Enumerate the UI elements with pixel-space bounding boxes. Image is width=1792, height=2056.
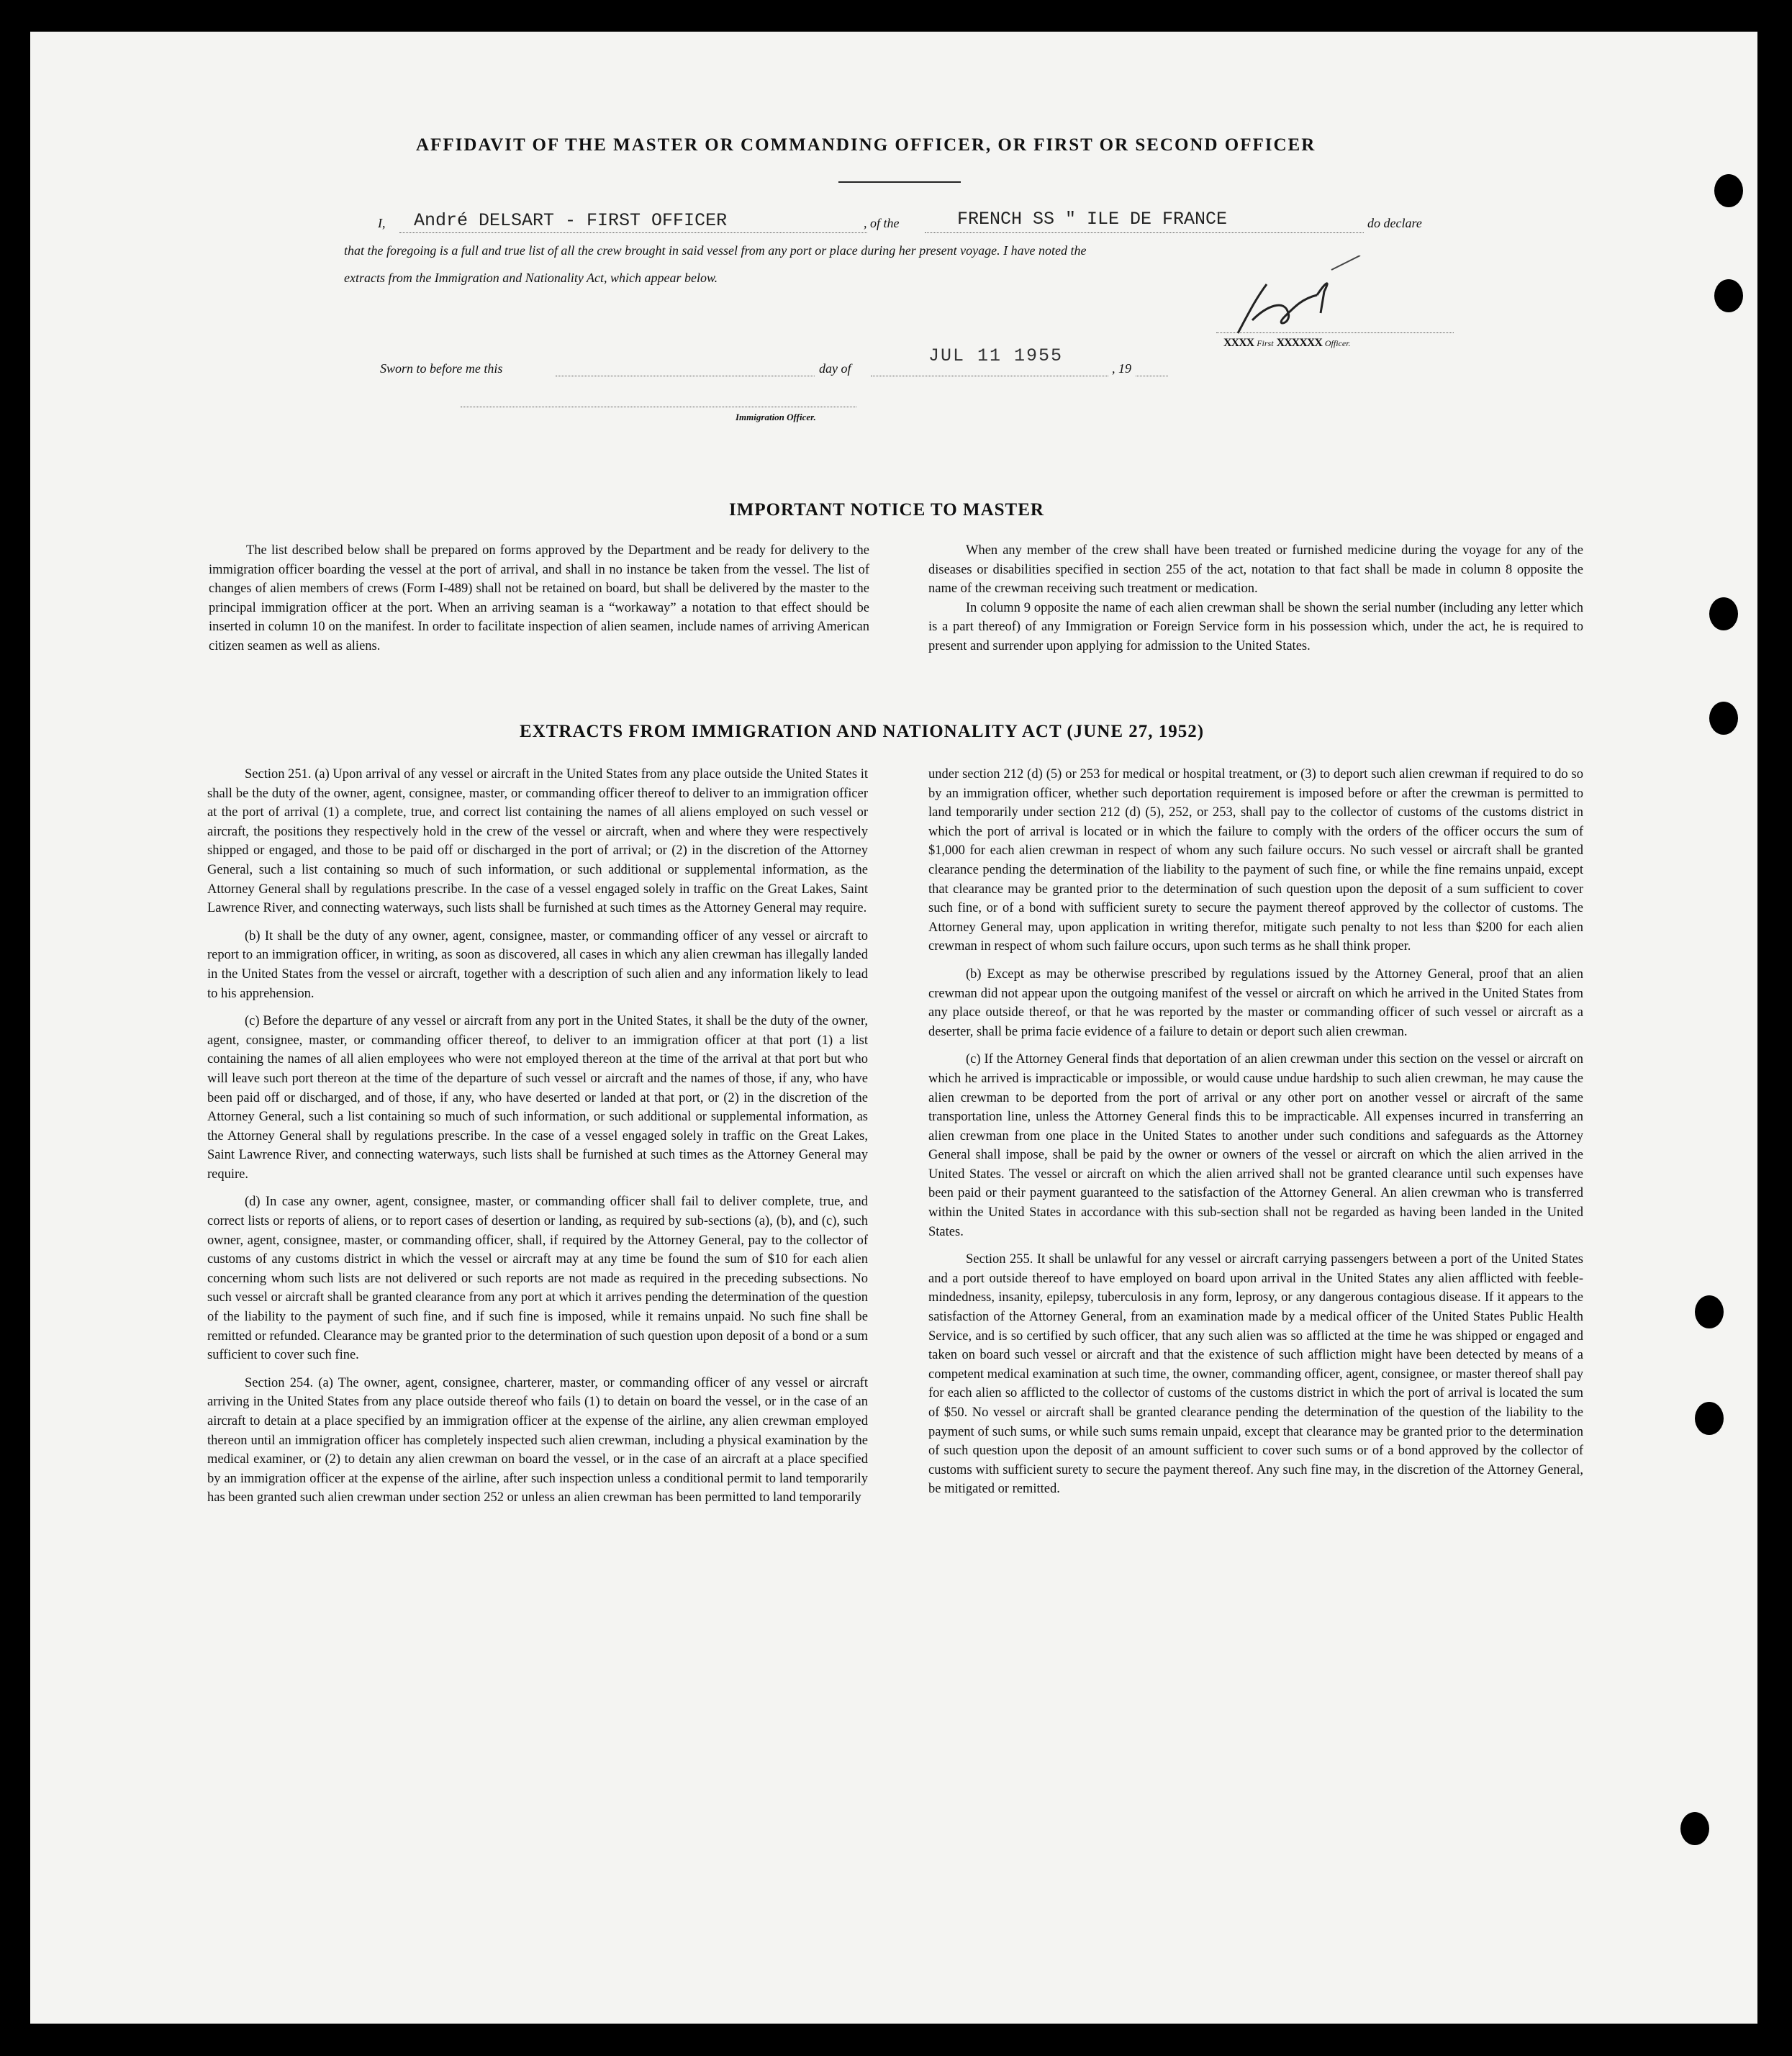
- affidavit-title: AFFIDAVIT OF THE MASTER OR COMMANDING OFFICER, OR FIRST OR SECOND OFFICER: [416, 135, 1316, 155]
- sworn-label: Sworn to before me this: [380, 361, 503, 376]
- declaration-line-3: extracts from the Immigration and Nationality Act, which appear below.: [344, 271, 718, 285]
- day-of-label: day of: [819, 361, 851, 376]
- section-251-c: (c) Before the departure of any vessel or aircraft from any port in the United States, it shall be the duty of the owner, agent, consignee, master, or commanding officer thereof, to deliver to an immigration officer at that port (1) a list containing the names of all alien employees who were not employed thereon at the time of the arrival at that port but who will leave such port thereon at the time of the departure of such vessel or aircraft and the names of those, if any, who have been paid off or discharged, and of those, if any, who have deserted or landed at that port, or (2) in the discretion of the Attorney General, such a list containing so much of such information, or such additional or supplemental information, as the Attorney General shall by regulations prescribe. In the case of a vessel engaged solely in traffic on the Great Lakes, Saint Lawrence River, and connecting waterways, such lists shall be furnished at such times as the Attorney General may require.: [207, 1014, 868, 1182]
- notice-right-column: [928, 541, 1583, 656]
- binder-hole: [1680, 1812, 1709, 1845]
- year-label: , 19: [1112, 361, 1131, 376]
- section-251-a: Section 251. (a) Upon arrival of any vessel or aircraft in the United States from any place outside the United States it shall be the duty of the owner, agent, consignee, master, or commanding officer thereof to deliver to an immigration officer at the port of arrival (1) a complete, true, and correct list containing the names of all aliens employed on such vessel or aircraft, the positions they respectively hold in the crew of the vessel or aircraft, when and where they were respectively shipped or engaged, and those to be paid off or discharged in the port of arrival; or (2) in the discretion of the Attorney General, such a list containing so much of such information, or such additional or supplemental information, as the Attorney General shall by regulations prescribe. In the case of a vessel engaged solely in traffic on the Great Lakes, Saint Lawrence River, and connecting waterways, such lists shall be furnished at such times as the Attorney General may require.: [207, 767, 868, 916]
- extracts-left-column: [207, 765, 868, 1508]
- binder-hole: [1709, 597, 1738, 630]
- name-line: [399, 232, 867, 233]
- notice-left-column: [209, 541, 869, 656]
- section-254-a-continued: under section 212 (d) (5) or 253 for medical or hospital treatment, or (3) to deport such alien crewman if required to do so by an immigration officer, whether such deportation requirement is imposed before or after the crewman is permitted to land temporarily under section 212 (d) (5), 252, or 253, shall pay to the collector of customs of the customs district in which the port of arrival is located or in which the failure to comply with the orders of the officer occurs the sum of $1,000 for each alien crewman in respect of whom any such failure occurs. No such vessel or aircraft shall be granted clearance pending the determination of the liability to the payment of such fine, or while the fine remains unpaid, except that clearance may be granted prior to the determination of such question upon the deposit of a sum sufficient to cover such fine, or of a bond with sufficient surety to secure the payment thereof approved by the collector of customs. The Attorney General may, upon application in writing therefor, mitigate such penalty to not less than $200 for each alien crewman in respect of whom such failure occurs, upon such terms as he shall think proper.: [928, 767, 1583, 954]
- of-the-label: , of the: [864, 216, 900, 230]
- declaration-line-2: that the foregoing is a full and true list of all the crew brought in said vessel from any port or place during her present voyage. I have noted the: [344, 243, 1087, 258]
- notice-right-paragraph-2: In column 9 opposite the name of each alien crewman shall be shown the serial number (including any letter which is a part thereof) of any Immigration or Foreign Service form in his possession which, under the act, he is required to present and surrender upon applying for admission to the United States.: [928, 600, 1583, 653]
- strike-officer-type: XXXXXX: [1276, 337, 1322, 349]
- section-251-b: (b) It shall be the duty of any owner, agent, consignee, master, or commanding officer of any vessel or aircraft to report to an immigration officer, in writing, as soon as discovered, all cases in which any alien crewman has illegally landed in the United States from the vessel or aircraft, together with a description of such alien and any information likely to lead to his apprehension.: [207, 928, 868, 1001]
- notice-left-paragraph: The list described below shall be prepared on forms approved by the Department and be ready for delivery to the immigration officer boarding the vessel at the port of arrival, and shall in no instance be taken from the vessel. The list of changes of alien members of crews (Form I-489) shall not be retained on board, but shall be delivered by the master to the principal immigration officer at the port. When an arriving seaman is a “workaway” a notation to that effect should be inserted in column 10 on the manifest. In order to facilitate inspection of alien seamen, include names of arriving American citizen seamen as well as aliens.: [209, 543, 869, 653]
- section-254-a: Section 254. (a) The owner, agent, consignee, charterer, master, or commanding officer of any vessel or aircraft arriving in the United States from any place outside thereof who fails (1) to detain on board the vessel, or in the case of an aircraft to detain at a place specified by an immigration officer at the expense of the airline, any alien crewman employed thereon until an immigration officer has completely inspected such alien crewman, including a physical examination by the medical examiner, or (2) to detain any alien crewman on board the vessel, or in the case of an aircraft at a place specified by an immigration officer at the expense of the airline, after such inspection unless a conditional permit to land temporarily has been granted such alien crewman under section 252 or unless an alien crewman has been permitted to land temporarily: [207, 1375, 868, 1505]
- caption-officer: Officer.: [1324, 338, 1351, 348]
- binder-hole: [1714, 279, 1743, 312]
- binder-hole: [1709, 702, 1738, 735]
- date-stamp: JUL 11 1955: [928, 345, 1064, 366]
- section-254-c: (c) If the Attorney General finds that deportation of an alien crewman under this section on the vessel or aircraft on which he arrived is impracticable or impossible, or would cause undue hardship to such alien crewman, he may cause the alien crewman to be deported from the port of arrival or any other port on another vessel or aircraft of the same transportation line, unless the Attorney General finds this to be impracticable. All expenses incurred in transferring an alien crewman from one place in the United States to another under such conditions and safeguards as the Attorney General shall impose, shall be paid by the owner or owners of the vessel or aircraft on which the alien arrived in the United States. The vessel or aircraft on which the alien arrived shall not be granted clearance until such expenses have been paid or their payment guaranteed to the satisfaction of the Attorney General. An alien crewman who is transferred within the United States in accordance with this sub-section shall not be regarded as having been landed in the United States.: [928, 1052, 1583, 1239]
- extracts-right-column: [928, 765, 1583, 1499]
- binder-hole: [1695, 1402, 1724, 1435]
- i-label: I,: [378, 216, 386, 230]
- vessel-line: [925, 232, 1364, 233]
- officer-name: André DELSART - FIRST OFFICER: [414, 210, 728, 231]
- section-254-b: (b) Except as may be otherwise prescribed by regulations issued by the Attorney General, proof that an alien crewman did not appear upon the outgoing manifest of the vessel or aircraft on which he arrived in the United States from any place outside thereof, or that he was reported by the master or commanding officer of such vessel or aircraft as a deserter, shall be prima facie evidence of a failure to detain or deport such alien crewman.: [928, 966, 1583, 1039]
- vessel-name: FRENCH SS " ILE DE FRANCE: [957, 209, 1228, 230]
- strike-master: XXXX: [1223, 337, 1254, 349]
- extracts-heading: EXTRACTS FROM IMMIGRATION AND NATIONALITY ACT (JUNE 27, 1952): [520, 722, 1205, 741]
- binder-hole: [1695, 1295, 1724, 1328]
- notice-heading: IMPORTANT NOTICE TO MASTER: [729, 500, 1044, 520]
- section-251-d: (d) In case any owner, agent, consignee, master, or commanding officer shall fail to deliver complete, true, and correct lists or reports of aliens, or to report cases of desertion or landing, as required by sub-sections (a), (b), and (c), such owner, agent, consignee, master, or commanding officer, shall, if required by the Attorney General, pay to the collector of customs of any customs district in which the vessel or aircraft may at any time be found the sum of $10 for each alien concerning whom such lists are not delivered or such reports are not made as required in the preceding subsections. No such vessel or aircraft shall be granted clearance from any port at which it arrives pending the determination of the question of the liability to the payment of such fine, and if such fine is imposed, while it remains unpaid. No such fine shall be remitted or refunded. Clearance may be granted prior to the determination of such question upon deposit of a bond or a sum sufficient to cover such fine.: [207, 1195, 868, 1363]
- binder-hole: [1714, 174, 1743, 207]
- do-declare-label: do declare: [1367, 216, 1422, 230]
- officer-caption: [1223, 337, 1351, 350]
- caption-first: First: [1257, 338, 1274, 348]
- notice-right-paragraph-1: When any member of the crew shall have been treated or furnished medicine during the voyage for any of the diseases or disabilities specified in section 255 of the act, notation to that fact shall be made in column 8 opposite the name of the crewman receiving such treatment or medication.: [928, 543, 1583, 597]
- title-rule: [838, 181, 961, 183]
- officer-signature: [1216, 255, 1375, 349]
- section-255: Section 255. It shall be unlawful for any vessel or aircraft carrying passengers between a port of the United States and a port outside thereof to have employed on board upon arrival in the United States any alien afflicted with feeble-mindedness, insanity, epilepsy, tuberculosis in any form, leprosy, or any dangerous contagious disease. If it appears to the satisfaction of the Attorney General, from an examination made by a medical officer of the United States Public Health Service, and is so certified by such officer, that any such alien was so afflicted at the time he was shipped or engaged and taken on board such vessel or aircraft and that the existence of such affliction might have been detected by means of a competent medical examination at such time, the owner, commanding officer, agent, consignee, or master thereof shall pay for each alien so afflicted to the collector of customs of the customs district in which the port of arrival is located the sum of $50. No vessel or aircraft shall be granted clearance pending the determination of the question of the liability to the payment of such sums, or while such sums remain unpaid, except that clearance may be granted prior to the determination of such question upon the deposit of an amount sufficient to cover such sums or of a bond approved by the collector of customs with sufficient surety to secure the payment thereof. Any such fine may, in the discretion of the Attorney General, be mitigated or remitted.: [928, 1252, 1584, 1497]
- immigration-officer-label: Immigration Officer.: [736, 412, 816, 422]
- signature-line: [1216, 332, 1454, 333]
